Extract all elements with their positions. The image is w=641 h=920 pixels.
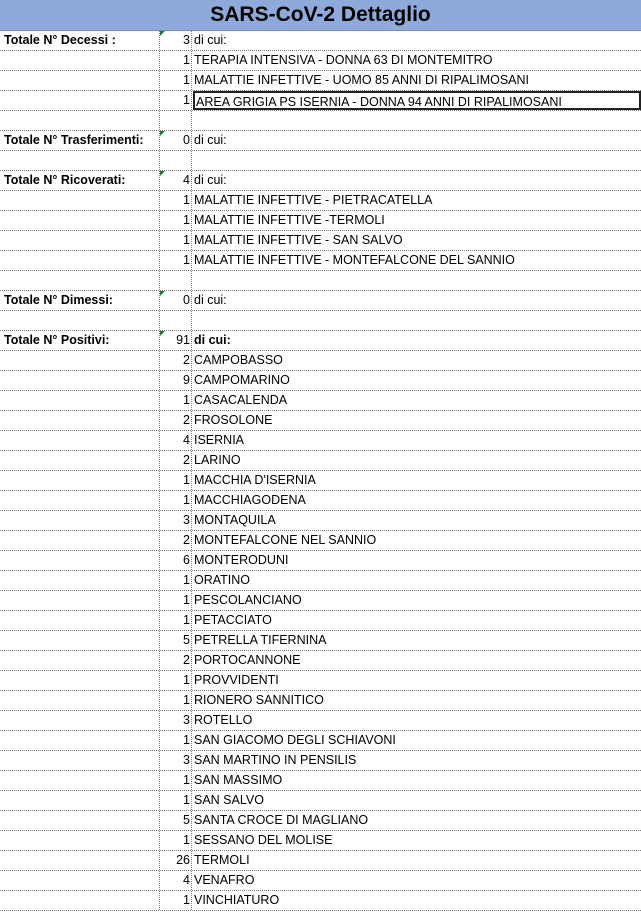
item-text[interactable]: ORATINO — [194, 573, 251, 587]
label-cell[interactable] — [0, 271, 160, 290]
list-item — [0, 491, 641, 511]
number-cell[interactable] — [160, 111, 192, 130]
item-text[interactable]: MACCHIAGODENA — [194, 493, 306, 507]
section-header-trasferimenti — [0, 131, 641, 151]
item-count[interactable]: 2 — [160, 351, 192, 370]
list-item — [0, 771, 641, 791]
list-item — [0, 571, 641, 591]
list-item — [0, 591, 641, 611]
item-count[interactable]: 1 — [160, 691, 192, 710]
list-item — [0, 251, 641, 271]
text-cell[interactable] — [193, 111, 641, 130]
item-count[interactable]: 1 — [160, 791, 192, 810]
item-count[interactable]: 1 — [160, 771, 192, 790]
list-item — [0, 431, 641, 451]
item-count[interactable]: 1 — [160, 71, 192, 90]
cell-note-marker-icon — [160, 291, 165, 296]
number-cell[interactable] — [160, 271, 192, 290]
section-total-ricoverati[interactable]: 4 — [160, 171, 192, 190]
list-item — [0, 531, 641, 551]
label-cell[interactable] — [0, 371, 160, 390]
item-text[interactable]: FROSOLONE — [194, 413, 273, 427]
item-count[interactable]: 9 — [160, 371, 192, 390]
item-text[interactable]: PROVVIDENTI — [194, 673, 279, 687]
blank-row — [0, 111, 641, 131]
section-suffix-trasferimenti[interactable]: di cui: — [194, 133, 227, 147]
item-text[interactable]: SANTA CROCE DI MAGLIANO — [194, 813, 369, 827]
section-total-dimessi[interactable]: 0 — [160, 291, 192, 310]
cell-note-marker-icon — [160, 171, 165, 176]
list-item — [0, 871, 641, 891]
list-item — [0, 811, 641, 831]
item-count[interactable]: 1 — [160, 491, 192, 510]
section-total-decessi[interactable]: 3 — [160, 31, 192, 50]
sheet-title-text: SARS-CoV-2 Dettaglio — [210, 3, 431, 26]
list-item — [0, 651, 641, 671]
list-item — [0, 891, 641, 911]
list-item — [0, 191, 641, 211]
item-count[interactable]: 2 — [160, 651, 192, 670]
section-suffix-ricoverati[interactable]: di cui: — [194, 173, 227, 187]
label-cell[interactable] — [0, 391, 160, 410]
item-count[interactable]: 1 — [160, 191, 192, 210]
item-text[interactable]: TERAPIA INTENSIVA - DONNA 63 DI MONTEMITRO — [194, 53, 493, 67]
item-text[interactable]: VINCHIATURO — [194, 893, 280, 907]
item-count[interactable]: 1 — [160, 671, 192, 690]
item-text[interactable]: MALATTIE INFETTIVE - MONTEFALCONE DEL SANNIO — [194, 253, 515, 267]
item-text[interactable]: RIONERO SANNITICO — [194, 693, 324, 707]
label-cell[interactable] — [0, 571, 160, 590]
list-item — [0, 471, 641, 491]
item-count[interactable]: 6 — [160, 551, 192, 570]
label-cell[interactable] — [0, 831, 160, 850]
blank-row — [0, 151, 641, 171]
section-label-trasferimenti[interactable]: Totale N° Trasferimenti: — [0, 131, 160, 150]
label-cell[interactable] — [0, 711, 160, 730]
label-cell[interactable] — [0, 411, 160, 430]
item-text[interactable]: ISERNIA — [194, 433, 245, 447]
list-item — [0, 71, 641, 91]
label-cell[interactable] — [0, 91, 160, 110]
label-cell[interactable] — [0, 611, 160, 630]
section-header-positivi — [0, 331, 641, 351]
list-item — [0, 511, 641, 531]
label-cell[interactable] — [0, 551, 160, 570]
text-cell[interactable] — [193, 271, 641, 290]
label-cell[interactable] — [0, 791, 160, 810]
section-total-trasferimenti[interactable]: 0 — [160, 131, 192, 150]
item-text[interactable]: SESSANO DEL MOLISE — [194, 833, 333, 847]
item-count[interactable]: 2 — [160, 451, 192, 470]
cell-note-marker-icon — [160, 331, 165, 336]
label-cell[interactable] — [0, 731, 160, 750]
item-text[interactable]: SAN SALVO — [194, 793, 264, 807]
item-text[interactable]: VENAFRO — [194, 873, 255, 887]
section-total-positivi[interactable]: 91 — [160, 331, 192, 350]
label-cell[interactable] — [0, 431, 160, 450]
list-item — [0, 91, 641, 111]
item-count[interactable]: 1 — [160, 91, 192, 110]
sheet-title — [0, 0, 641, 31]
list-item — [0, 51, 641, 71]
item-text[interactable]: MALATTIE INFETTIVE -TERMOLI — [194, 213, 385, 227]
item-count[interactable]: 3 — [160, 751, 192, 770]
section-label-dimessi[interactable]: Totale N° Dimessi: — [0, 291, 160, 310]
item-text[interactable]: CASACALENDA — [194, 393, 288, 407]
spreadsheet-grid — [0, 31, 641, 911]
list-item — [0, 411, 641, 431]
number-cell[interactable] — [160, 151, 192, 170]
item-text[interactable]: CAMPOBASSO — [194, 353, 283, 367]
label-cell[interactable] — [0, 491, 160, 510]
list-item — [0, 551, 641, 571]
item-text[interactable]: PORTOCANNONE — [194, 653, 301, 667]
item-text[interactable]: SAN MARTINO IN PENSILIS — [194, 753, 357, 767]
item-count[interactable]: 1 — [160, 831, 192, 850]
label-cell[interactable] — [0, 471, 160, 490]
label-cell[interactable] — [0, 191, 160, 210]
label-cell[interactable] — [0, 151, 160, 170]
blank-row — [0, 311, 641, 331]
label-cell[interactable] — [0, 651, 160, 670]
section-suffix-positivi[interactable]: di cui: — [194, 333, 231, 347]
label-cell[interactable] — [0, 231, 160, 250]
text-cell[interactable] — [193, 311, 641, 330]
section-label-ricoverati[interactable]: Totale N° Ricoverati: — [0, 171, 160, 190]
list-item — [0, 451, 641, 471]
list-item — [0, 751, 641, 771]
label-cell[interactable] — [0, 251, 160, 270]
item-count[interactable]: 2 — [160, 411, 192, 430]
item-text[interactable]: MALATTIE INFETTIVE - UOMO 85 ANNI DI RIPALIMOSANI — [194, 73, 530, 87]
list-item — [0, 731, 641, 751]
label-cell[interactable] — [0, 211, 160, 230]
item-text[interactable]: MALATTIE INFETTIVE - SAN SALVO — [194, 233, 403, 247]
item-text[interactable]: SAN GIACOMO DEGLI SCHIAVONI — [194, 733, 396, 747]
number-cell[interactable] — [160, 311, 192, 330]
list-item — [0, 351, 641, 371]
item-text[interactable]: TERMOLI — [194, 853, 250, 867]
list-item — [0, 211, 641, 231]
label-cell[interactable] — [0, 871, 160, 890]
item-count[interactable]: 1 — [160, 391, 192, 410]
item-count[interactable]: 1 — [160, 571, 192, 590]
item-text[interactable]: MONTERODUNI — [194, 553, 289, 567]
label-cell[interactable] — [0, 111, 160, 130]
item-count[interactable]: 1 — [160, 251, 192, 270]
label-cell[interactable] — [0, 311, 160, 330]
item-text[interactable]: AREA GRIGIA PS ISERNIA - DONNA 94 ANNI DI RIPALIMOSANI — [193, 91, 641, 110]
item-count[interactable]: 1 — [160, 591, 192, 610]
item-count[interactable]: 26 — [160, 851, 192, 870]
label-cell[interactable] — [0, 451, 160, 470]
list-item — [0, 831, 641, 851]
cell-note-marker-icon — [160, 31, 165, 36]
item-count[interactable]: 3 — [160, 511, 192, 530]
section-header-decessi — [0, 31, 641, 51]
label-cell[interactable] — [0, 751, 160, 770]
label-cell[interactable] — [0, 591, 160, 610]
item-count[interactable]: 4 — [160, 431, 192, 450]
label-cell[interactable] — [0, 771, 160, 790]
label-cell[interactable] — [0, 691, 160, 710]
label-cell[interactable] — [0, 851, 160, 870]
item-text[interactable]: CAMPOMARINO — [194, 373, 290, 387]
item-count[interactable]: 4 — [160, 871, 192, 890]
label-cell[interactable] — [0, 531, 160, 550]
item-text[interactable]: PETRELLA TIFERNINA — [194, 633, 327, 647]
item-count[interactable]: 1 — [160, 731, 192, 750]
item-count[interactable]: 1 — [160, 471, 192, 490]
item-text[interactable]: PESCOLANCIANO — [194, 593, 302, 607]
item-count[interactable]: 5 — [160, 631, 192, 650]
list-item — [0, 671, 641, 691]
label-cell[interactable] — [0, 811, 160, 830]
list-item — [0, 691, 641, 711]
list-item — [0, 371, 641, 391]
label-cell[interactable] — [0, 511, 160, 530]
section-header-dimessi — [0, 291, 641, 311]
section-label-positivi[interactable]: Totale N° Positivi: — [0, 331, 160, 350]
item-text[interactable]: PETACCIATO — [194, 613, 272, 627]
list-item — [0, 231, 641, 251]
list-item — [0, 611, 641, 631]
item-text[interactable]: SAN MASSIMO — [194, 773, 283, 787]
item-count[interactable]: 1 — [160, 611, 192, 630]
item-count[interactable]: 1 — [160, 211, 192, 230]
section-header-ricoverati — [0, 171, 641, 191]
item-count[interactable]: 1 — [160, 51, 192, 70]
item-count[interactable]: 1 — [160, 231, 192, 250]
text-cell[interactable] — [193, 151, 641, 170]
item-count[interactable]: 2 — [160, 531, 192, 550]
item-text[interactable]: MONTAQUILA — [194, 513, 276, 527]
item-count[interactable]: 3 — [160, 711, 192, 730]
section-suffix-dimessi[interactable]: di cui: — [194, 293, 227, 307]
list-item — [0, 851, 641, 871]
item-count[interactable]: 5 — [160, 811, 192, 830]
label-cell[interactable] — [0, 351, 160, 370]
label-cell[interactable] — [0, 631, 160, 650]
item-text[interactable]: MONTEFALCONE NEL SANNIO — [194, 533, 377, 547]
item-text[interactable]: ROTELLO — [194, 713, 253, 727]
cell-note-marker-icon — [160, 131, 165, 136]
blank-row — [0, 271, 641, 291]
item-count[interactable]: 1 — [160, 891, 192, 910]
item-text[interactable]: MALATTIE INFETTIVE - PIETRACATELLA — [194, 193, 433, 207]
item-text[interactable]: LARINO — [194, 453, 241, 467]
section-label-decessi[interactable]: Totale N° Decessi : — [0, 31, 160, 50]
list-item — [0, 791, 641, 811]
list-item — [0, 711, 641, 731]
label-cell[interactable] — [0, 671, 160, 690]
label-cell[interactable] — [0, 891, 160, 910]
list-item — [0, 631, 641, 651]
list-item — [0, 391, 641, 411]
label-cell[interactable] — [0, 51, 160, 70]
item-text[interactable]: MACCHIA D'ISERNIA — [194, 473, 316, 487]
section-suffix-decessi[interactable]: di cui: — [194, 33, 227, 47]
label-cell[interactable] — [0, 71, 160, 90]
